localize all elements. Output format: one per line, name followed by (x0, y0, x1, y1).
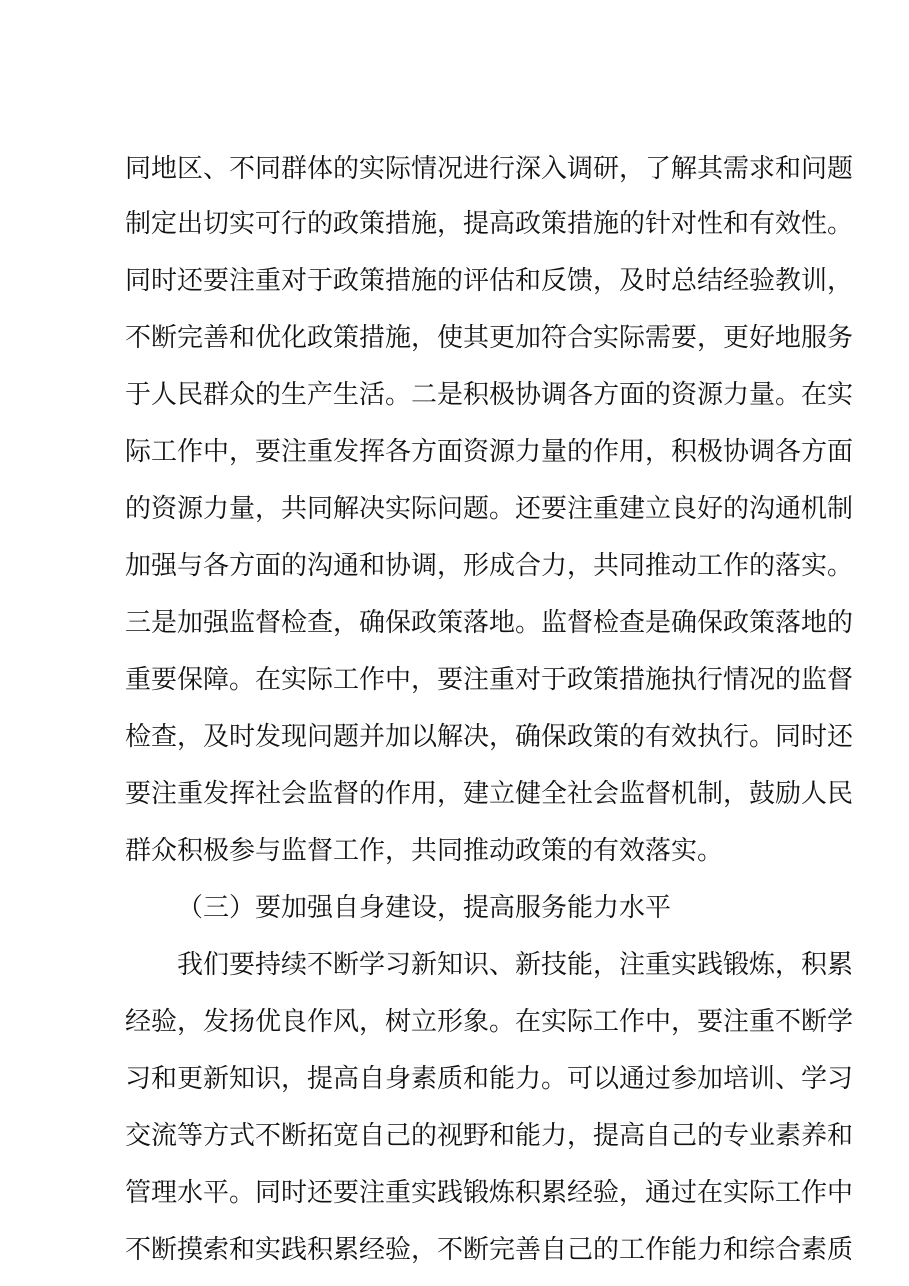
text-line: 要注重发挥社会监督的作用，建立健全社会监督机制，鼓励人民 (125, 779, 854, 809)
text-line: 习和更新知识，提高自身素质和能力。可以通过参加培训、学习 (125, 1064, 854, 1094)
text-line: 交流等方式不断拓宽自己的视野和能力，提高自己的专业素养和 (125, 1121, 854, 1151)
text-line: 不断完善和优化政策措施，使其更加符合实际需要，更好地服务 (125, 323, 854, 353)
text-line: 同地区、不同群体的实际情况进行深入调研，了解其需求和问题 (125, 154, 854, 184)
section-heading: （三）要加强自身建设，提高服务能力水平 (177, 893, 672, 923)
text-line: 加强与各方面的沟通和协调，形成合力，共同推动工作的落实。 (125, 551, 854, 581)
text-line: 于人民群众的生产生活。二是积极协调各方面的资源力量。在实 (125, 380, 854, 410)
paragraph-first-line: 我们要持续不断学习新知识、新技能，注重实践锻炼，积累 (177, 950, 854, 980)
text-line: 检查，及时发现问题并加以解决，确保政策的有效执行。同时还 (125, 722, 854, 752)
text-line: 重要保障。在实际工作中，要注重对于政策措施执行情况的监督 (125, 665, 854, 695)
text-line: 不断摸索和实践积累经验，不断完善自己的工作能力和综合素质 (125, 1235, 854, 1265)
text-line: 际工作中，要注重发挥各方面资源力量的作用，积极协调各方面 (125, 437, 854, 467)
text-line: 的资源力量，共同解决实际问题。还要注重建立良好的沟通机制 (125, 494, 854, 524)
text-line: 管理水平。同时还要注重实践锻炼积累经验，通过在实际工作中 (125, 1178, 854, 1208)
text-line: 经验，发扬优良作风，树立形象。在实际工作中，要注重不断学 (125, 1007, 854, 1037)
text-line: 制定出切实可行的政策措施，提高政策措施的针对性和有效性。 (125, 209, 854, 239)
text-line: 三是加强监督检查，确保政策落地。监督检查是确保政策落地的 (125, 608, 854, 638)
text-line: 群众积极参与监督工作，共同推动政策的有效落实。 (125, 836, 724, 866)
text-line: 同时还要注重对于政策措施的评估和反馈，及时总结经验教训， (125, 266, 854, 296)
